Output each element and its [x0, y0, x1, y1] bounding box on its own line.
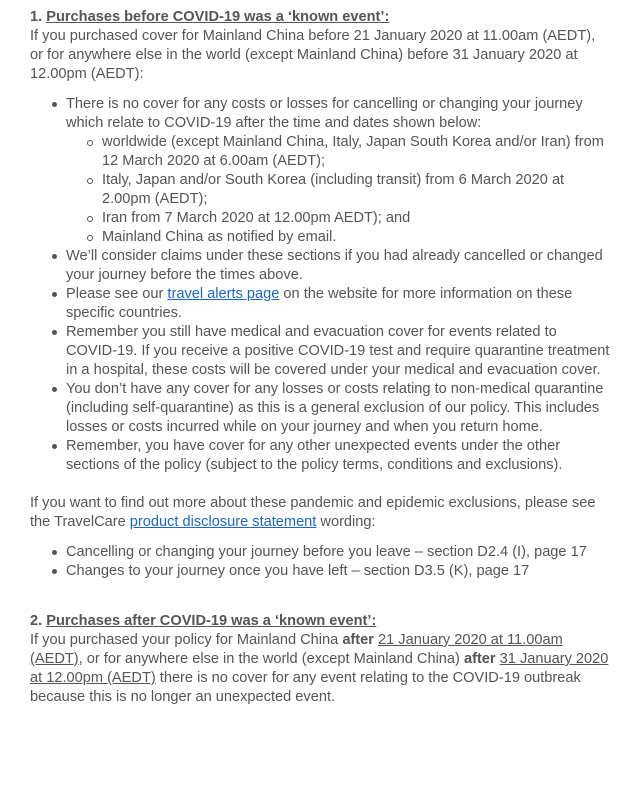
more-info-paragraph [30, 494, 610, 532]
emphasis-after: after [463, 651, 496, 667]
section-2-body [30, 631, 610, 707]
list-item [50, 285, 610, 323]
body-text: there is no cover for any event relating to the COVID-19 outbreak because this is no longer an unexpected event. [30, 670, 581, 705]
bullet-text: There is no cover for any costs or losses for cancelling or changing your journey which relate to COVID-19 after the time and dates shown below: [66, 96, 583, 131]
emphasis-after: after [342, 632, 374, 648]
list-item [50, 95, 610, 247]
body-text: If you purchased your policy for Mainland China [30, 632, 343, 648]
list-item: Remember you still have medical and evacuation cover for events related to COVID-19. If you receive a positive COVID-19 test and require quarantine treatment in a hospital, these costs will be covered under your medical and evacuation cover. [50, 323, 610, 380]
list-item: You don’t have any cover for any losses or costs relating to non-medical quarantine (including self-quarantine) as this is a general exclusion of our policy. This includes losses or costs incurred while on your journey and when you return home. [50, 380, 610, 437]
more-info-text: If you want to find out more about these pandemic and epidemic exclusions, please see the TravelCare [30, 495, 596, 530]
section-1-intro: If you purchased cover for Mainland China before 21 January 2020 at 11.00am (AEDT), or for anywhere else in the world (except Mainland China) before 31 January 2020 at 12.00pm (AEDT): [30, 28, 596, 82]
bullet-text: Please see our [66, 286, 168, 302]
list-item: We’ll consider claims under these sections if you had already cancelled or changed your journey before the times above. [50, 247, 610, 285]
list-item: Changes to your journey once you have left – section D3.5 (K), page 17 [50, 562, 610, 581]
spacer [30, 475, 610, 494]
sub-list-item: Iran from 7 March 2020 at 12.00pm AEDT); and [86, 209, 610, 228]
section-1-heading [30, 8, 610, 27]
bullet-text: on the website for more information on these specific countries. [66, 286, 573, 321]
sub-list-item: Mainland China as notified by email. [86, 228, 610, 247]
body-text: , or for anywhere else in the world (except Mainland China) [78, 651, 464, 667]
section-1-number: 1. [30, 9, 43, 25]
section-2-number: 2. [30, 613, 43, 629]
list-item: Cancelling or changing your journey before you leave – section D2.4 (I), page 17 [50, 543, 610, 562]
date-text: 31 January 2020 at 12.00pm (AEDT) [30, 651, 609, 686]
product-disclosure-statement-link[interactable]: product disclosure statement [129, 514, 317, 530]
section-2-heading [30, 612, 610, 631]
section-1-title: Purchases before COVID-19 was a ‘known event’: [46, 9, 390, 25]
date-text: 21 January 2020 at 11.00am (AEDT) [30, 632, 563, 667]
sub-list [86, 133, 610, 247]
section-1-bullets [50, 95, 610, 475]
sub-list-item: Italy, Japan and/or South Korea (including transit) from 6 March 2020 at 2.00pm (AEDT); [86, 171, 610, 209]
reference-list [50, 543, 610, 581]
more-info-text: wording: [316, 514, 376, 530]
list-item: Remember, you have cover for any other unexpected events under the other sections of the policy (subject to the policy terms, conditions and exclusions). [50, 437, 610, 475]
section-2-title: Purchases after COVID-19 was a ‘known event’: [46, 613, 377, 629]
travel-alerts-link[interactable]: travel alerts page [167, 286, 280, 302]
sub-list-item: worldwide (except Mainland China, Italy, Japan South Korea and/or Iran) from 12 March 2020 at 6.00am (AEDT); [86, 133, 610, 171]
document [30, 8, 610, 707]
